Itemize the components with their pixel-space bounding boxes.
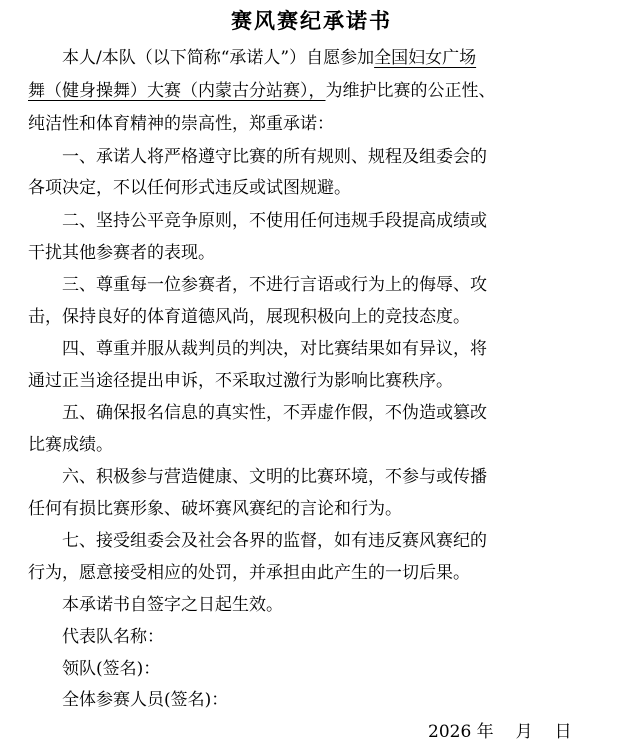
- clause-5-line-2: 比赛成绩。: [28, 435, 113, 455]
- intro-prefix: 本人/本队（以下简称“承诺人”）自愿参加: [62, 48, 375, 68]
- clause-4-line-1: 四、尊重并服从裁判员的判决，对比赛结果如有异议，将: [62, 339, 487, 359]
- clause-1-line-2: 各项决定，不以任何形式违反或试图规避。: [28, 178, 351, 198]
- clause-7-line-2: 行为，愿意接受相应的处罚，并承担由此产生的一切后果。: [28, 563, 470, 583]
- clause-6-line-2: 任何有损比赛形象、破坏赛风赛纪的言论和行为。: [28, 499, 402, 519]
- clause-7-line-1: 七、接受组委会及社会各界的监督，如有违反赛风赛纪的: [62, 531, 487, 551]
- signing-date: [428, 718, 572, 746]
- intro-line-3: 纯洁性和体育精神的崇高性，郑重承诺：: [28, 114, 334, 134]
- team-name-field: 代表队名称：: [62, 627, 164, 647]
- intro-line-2: [28, 77, 496, 105]
- clause-2-line-1: 二、坚持公平竞争原则，不使用任何违规手段提高成绩或: [62, 211, 487, 231]
- event-name-part-1: 全国妇女广场: [374, 48, 477, 68]
- effective-statement: 本承诺书自签字之日起生效。: [62, 595, 283, 615]
- participants-signature-field: 全体参赛人员(签名)：: [62, 690, 229, 710]
- intro-line-1: [62, 44, 476, 72]
- event-name-part-2: 舞（健身操舞）大赛（内蒙古分站赛），: [28, 81, 326, 101]
- date-year: 2026 年: [428, 722, 494, 742]
- date-day: 日: [554, 722, 572, 742]
- date-month: 月: [515, 722, 533, 742]
- clause-3-line-2: 击，保持良好的体育道德风尚，展现积极向上的竞技态度。: [28, 307, 470, 327]
- document-title: 赛风赛纪承诺书: [231, 8, 392, 33]
- leader-signature-field: 领队(签名)：: [62, 659, 161, 679]
- clause-4-line-2: 通过正当途径提出申诉，不采取过激行为影响比赛秩序。: [28, 371, 453, 391]
- clause-3-line-1: 三、尊重每一位参赛者，不进行言语或行为上的侮辱、攻: [62, 275, 487, 295]
- clause-5-line-1: 五、确保报名信息的真实性，不弄虚作假，不伪造或篡改: [62, 403, 487, 423]
- clause-2-line-2: 干扰其他参赛者的表现。: [28, 243, 215, 263]
- clause-1-line-1: 一、承诺人将严格遵守比赛的所有规则、规程及组委会的: [62, 147, 487, 167]
- clause-6-line-1: 六、积极参与营造健康、文明的比赛环境，不参与或传播: [62, 467, 487, 487]
- intro-purpose: 为维护比赛的公正性、: [325, 81, 496, 101]
